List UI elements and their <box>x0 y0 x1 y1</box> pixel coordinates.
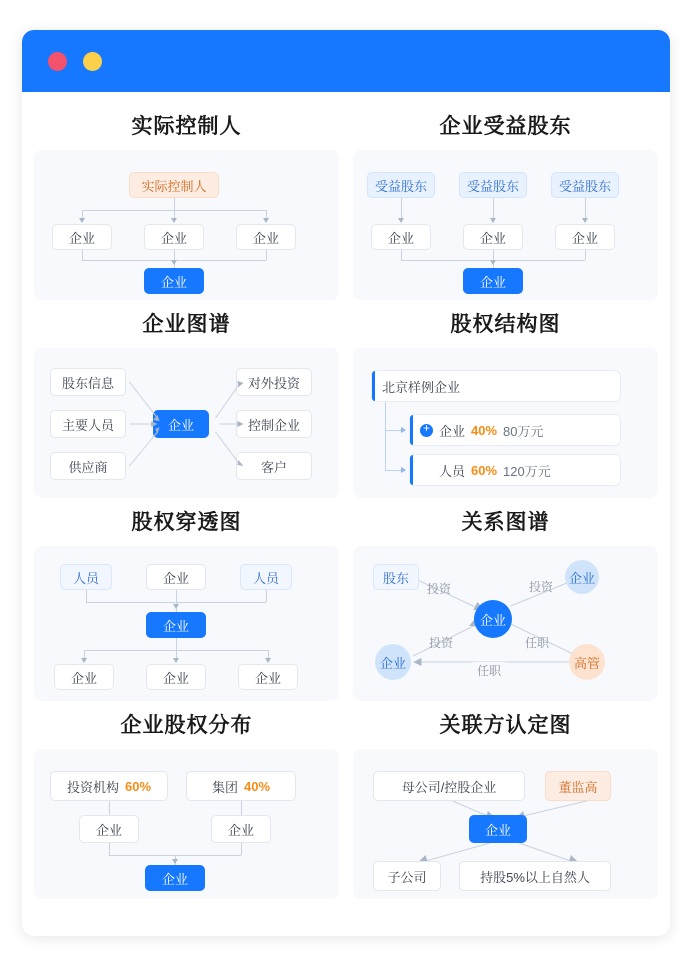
node-benefit-shareholder[interactable]: 受益股东 <box>551 172 619 198</box>
page-title: 股权穿透图 <box>131 511 242 534</box>
connector <box>174 198 175 210</box>
arrow-down-icon <box>173 658 179 663</box>
card-equity-distribution <box>34 701 339 899</box>
accent-bar <box>410 455 413 485</box>
node-enterprise[interactable]: 企业 <box>211 815 271 843</box>
connector <box>241 801 242 815</box>
equity-row-amount: 120万元 <box>503 463 551 479</box>
equity-row-name: 企业 <box>439 423 466 439</box>
node-enterprise-highlight[interactable]: 企业 <box>153 410 209 438</box>
equity-row-amount: 80万元 <box>503 423 544 439</box>
node-enterprise-highlight[interactable]: 企业 <box>474 600 512 638</box>
arrow-down-icon <box>79 218 85 223</box>
node-enterprise[interactable]: 企业 <box>146 664 206 690</box>
arrow-down-icon <box>265 658 271 663</box>
page-title: 关系图谱 <box>461 511 550 534</box>
connector <box>266 250 267 260</box>
node-root-company[interactable] <box>371 370 621 402</box>
node-enterprise[interactable]: 企业 <box>144 224 204 250</box>
arrow-down-icon <box>171 218 177 223</box>
connector <box>493 198 494 220</box>
node-enterprise-highlight[interactable]: 企业 <box>463 268 523 294</box>
connector <box>266 590 267 602</box>
connector <box>241 843 242 855</box>
node-key-personnel[interactable]: 主要人员 <box>50 410 126 438</box>
node-parent-company[interactable]: 母公司/控股企业 <box>373 771 525 801</box>
card-relation-graph <box>353 498 658 701</box>
diagram-enterprise-graph <box>34 348 339 498</box>
close-icon[interactable] <box>48 52 67 71</box>
connector <box>385 402 386 430</box>
arrow-down-icon <box>171 260 177 265</box>
node-enterprise[interactable]: 企业 <box>555 224 615 250</box>
arrow-down-icon <box>173 604 179 609</box>
connector <box>86 590 87 602</box>
expand-icon[interactable] <box>420 424 433 437</box>
page-title: 股权结构图 <box>450 313 561 336</box>
connector <box>109 843 110 855</box>
node-directors-supervisors[interactable]: 董监高 <box>545 771 611 801</box>
connector <box>401 250 402 260</box>
diagram-actual-controller <box>34 150 339 300</box>
edge-label-invest: 投资 <box>429 636 454 650</box>
node-person[interactable]: 人员 <box>60 564 112 590</box>
diagram-equity-structure <box>353 348 658 498</box>
cards-grid <box>34 102 658 899</box>
node-enterprise[interactable]: 企业 <box>463 224 523 250</box>
card-benefit-shareholder <box>353 102 658 300</box>
node-enterprise-highlight[interactable]: 企业 <box>469 815 527 843</box>
node-enterprise[interactable]: 企业 <box>146 564 206 590</box>
node-executive[interactable]: 高管 <box>569 644 605 680</box>
cards-container <box>22 92 670 913</box>
accent-bar <box>372 371 375 401</box>
node-group[interactable] <box>186 771 296 801</box>
node-enterprise[interactable]: 企业 <box>371 224 431 250</box>
connector <box>385 430 386 470</box>
node-shareholder-info[interactable]: 股东信息 <box>50 368 126 396</box>
node-subsidiary[interactable]: 子公司 <box>373 861 441 891</box>
edge-label-invest: 投资 <box>427 582 452 596</box>
card-enterprise-graph <box>34 300 339 498</box>
page-title: 企业受益股东 <box>439 115 572 138</box>
node-enterprise[interactable]: 企业 <box>238 664 298 690</box>
arrow-down-icon <box>81 658 87 663</box>
card-equity-structure <box>353 300 658 498</box>
arrow-down-icon <box>263 218 269 223</box>
connector <box>585 250 586 260</box>
node-enterprise-highlight[interactable]: 企业 <box>146 612 206 638</box>
node-enterprise[interactable]: 企业 <box>375 644 411 680</box>
invest-org-percent: 60% <box>124 778 152 794</box>
app-window <box>22 30 670 936</box>
invest-org-label: 投资机构 <box>66 779 119 795</box>
node-shareholder[interactable]: 股东 <box>373 564 419 590</box>
arrow-down-icon <box>398 218 404 223</box>
connector <box>174 250 175 268</box>
connector <box>493 250 494 268</box>
arrow-right-icon <box>401 467 406 473</box>
connector <box>176 638 177 650</box>
node-enterprise-highlight[interactable]: 企业 <box>144 268 204 294</box>
node-benefit-shareholder[interactable]: 受益股东 <box>459 172 527 198</box>
connector <box>82 250 83 260</box>
node-enterprise[interactable]: 企业 <box>565 560 599 594</box>
root-company-label: 北京样例企业 <box>382 379 461 395</box>
node-supplier[interactable]: 供应商 <box>50 452 126 480</box>
diagram-equity-distribution <box>34 749 339 899</box>
node-enterprise-highlight[interactable]: 企业 <box>145 865 205 891</box>
group-percent: 40% <box>243 778 271 794</box>
diagram-equity-penetration <box>34 546 339 701</box>
node-invest-org[interactable] <box>50 771 168 801</box>
card-actual-controller <box>34 102 339 300</box>
page-title: 实际控制人 <box>131 115 242 138</box>
connector <box>585 198 586 220</box>
diagram-related-party <box>353 749 658 899</box>
card-related-party <box>353 701 658 899</box>
node-enterprise[interactable]: 企业 <box>54 664 114 690</box>
node-actual-controller[interactable]: 实际控制人 <box>129 172 219 198</box>
edge-label-hold-post: 任职 <box>473 662 505 679</box>
equity-row-name: 人员 <box>439 463 466 479</box>
node-enterprise[interactable]: 企业 <box>52 224 112 250</box>
accent-bar <box>410 415 413 445</box>
node-customer[interactable]: 客户 <box>236 452 312 480</box>
node-benefit-shareholder[interactable]: 受益股东 <box>367 172 435 198</box>
page-title: 企业图谱 <box>142 313 231 336</box>
arrow-down-icon <box>490 260 496 265</box>
connector <box>109 801 110 815</box>
card-equity-penetration <box>34 498 339 701</box>
window-titlebar <box>22 30 670 92</box>
page-title: 企业股权分布 <box>120 714 253 737</box>
page-title: 关联方认定图 <box>439 714 572 737</box>
node-equity-person[interactable] <box>409 454 621 486</box>
edge-label-invest: 投资 <box>529 580 554 594</box>
node-person[interactable]: 人员 <box>240 564 292 590</box>
arrow-down-icon <box>582 218 588 223</box>
connector <box>401 198 402 220</box>
equity-row-percent: 40% <box>471 422 498 438</box>
equity-row-percent: 60% <box>471 462 498 478</box>
arrow-down-icon <box>172 859 178 864</box>
diagram-benefit-shareholder <box>353 150 658 300</box>
node-enterprise[interactable]: 企业 <box>236 224 296 250</box>
node-outward-investment[interactable]: 对外投资 <box>236 368 312 396</box>
edge-label-hold-post: 任职 <box>525 636 550 650</box>
group-label: 集团 <box>211 779 238 795</box>
minimize-icon[interactable] <box>83 52 102 71</box>
arrow-right-icon <box>401 427 406 433</box>
node-enterprise[interactable]: 企业 <box>79 815 139 843</box>
node-controlled-enterprise[interactable]: 控制企业 <box>236 410 312 438</box>
node-natural-person[interactable]: 持股5%以上自然人 <box>459 861 611 891</box>
diagram-relation-graph <box>353 546 658 701</box>
node-equity-enterprise[interactable] <box>409 414 621 446</box>
arrow-down-icon <box>490 218 496 223</box>
graph-edges <box>34 348 339 498</box>
